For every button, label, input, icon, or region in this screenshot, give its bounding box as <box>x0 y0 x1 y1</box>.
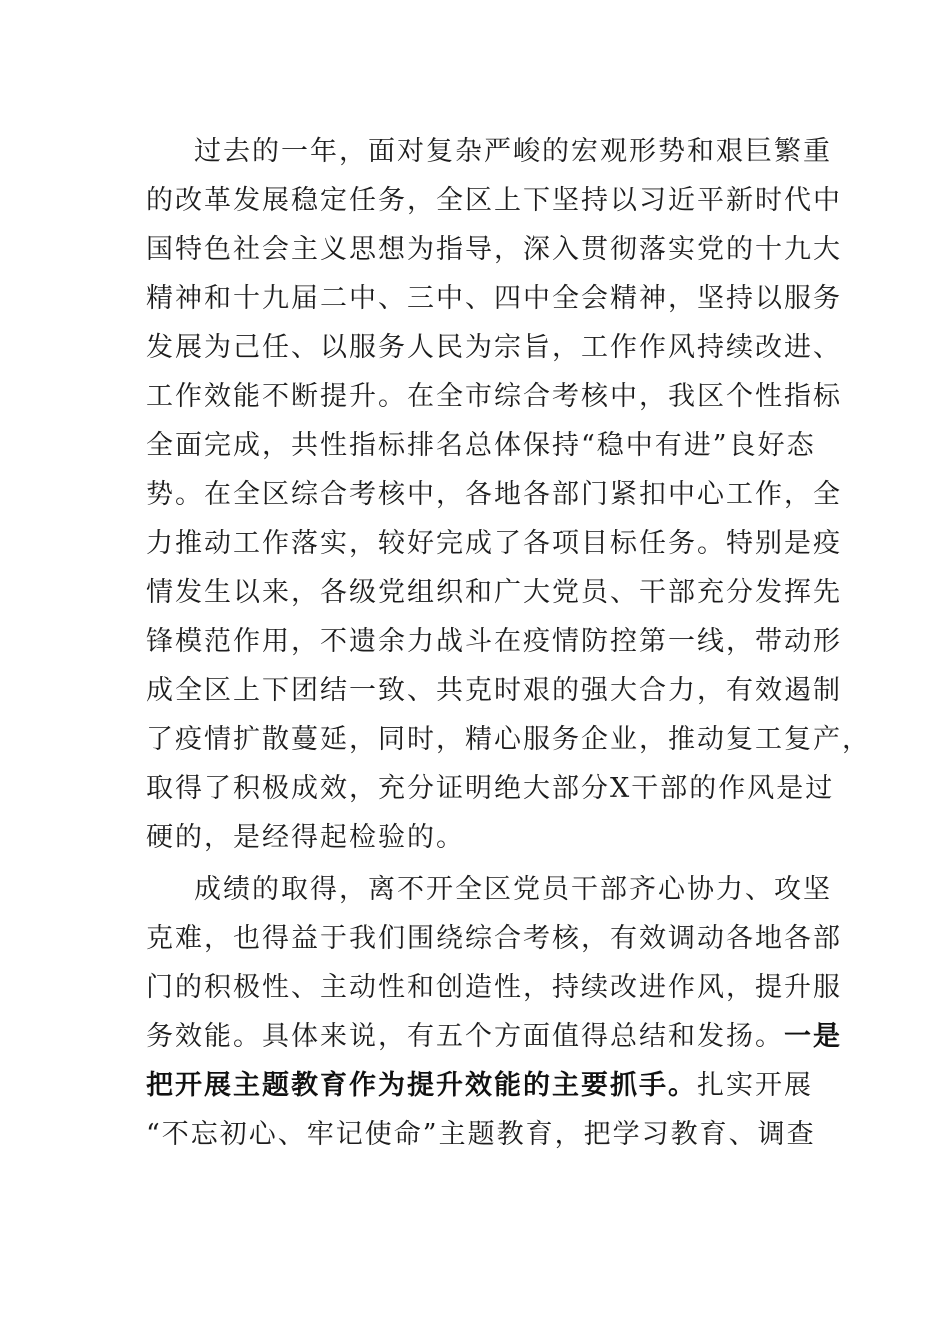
paragraph-review <box>146 127 871 862</box>
paragraph-line: 锋模范作用，不遗余力战斗在疫情防控第一线，带动形 <box>146 626 842 657</box>
paragraph-line: 全面完成，共性指标排名总体保持“稳中有进”良好态 <box>146 430 816 461</box>
paragraph-line: 情发生以来，各级党组织和广大党员、干部充分发挥先 <box>146 577 842 608</box>
line-normal-text: 扎实开展 <box>697 1070 813 1101</box>
bold-heading-text: 把开展主题教育作为提升效能的主要抓手。 <box>146 1070 697 1101</box>
paragraph-line: 发展为己任、以服务人民为宗旨，工作作风持续改进、 <box>146 332 842 363</box>
paragraph-line: 克难，也得益于我们围绕综合考核，有效调动各地各部 <box>146 923 842 954</box>
paragraph-line <box>146 1012 842 1061</box>
paragraph-line: 门的积极性、主动性和创造性，持续改进作风，提升服 <box>146 972 842 1003</box>
line-normal-text: 务效能。具体来说，有五个方面值得总结和发扬。 <box>146 1021 784 1052</box>
bold-heading-text: 一是 <box>784 1021 842 1052</box>
paragraph-line: 取得了积极成效，充分证明绝大部分X干部的作风是过 <box>146 773 835 804</box>
paragraph-line: 力推动工作落实，较好完成了各项目标任务。特别是疫 <box>146 528 842 559</box>
paragraph-line: “不忘初心、牢记使命”主题教育，把学习教育、调查 <box>146 1119 816 1150</box>
paragraph-line: 势。在全区综合考核中，各地各部门紧扣中心工作，全 <box>146 479 842 510</box>
paragraph-line: 工作效能不断提升。在全市综合考核中，我区个性指标 <box>146 381 842 412</box>
paragraph-line: 的改革发展稳定任务，全区上下坚持以习近平新时代中 <box>146 185 842 216</box>
paragraph-line: 精神和十九届二中、三中、四中全会精神，坚持以服务 <box>146 283 842 314</box>
paragraph-line: 国特色社会主义思想为指导，深入贯彻落实党的十九大 <box>146 234 842 265</box>
paragraph-achievements <box>146 865 842 1159</box>
paragraph-line: 了疫情扩散蔓延，同时，精心服务企业，推动复工复产， <box>146 724 871 755</box>
paragraph-line: 硬的，是经得起检验的。 <box>146 822 465 853</box>
paragraph-line: 成全区上下团结一致、共克时艰的强大合力，有效遏制 <box>146 675 842 706</box>
paragraph-line: 成绩的取得，离不开全区党员干部齐心协力、攻坚 <box>194 874 832 905</box>
paragraph-line <box>146 1061 818 1110</box>
paragraph-line: 过去的一年，面对复杂严峻的宏观形势和艰巨繁重 <box>194 136 832 167</box>
